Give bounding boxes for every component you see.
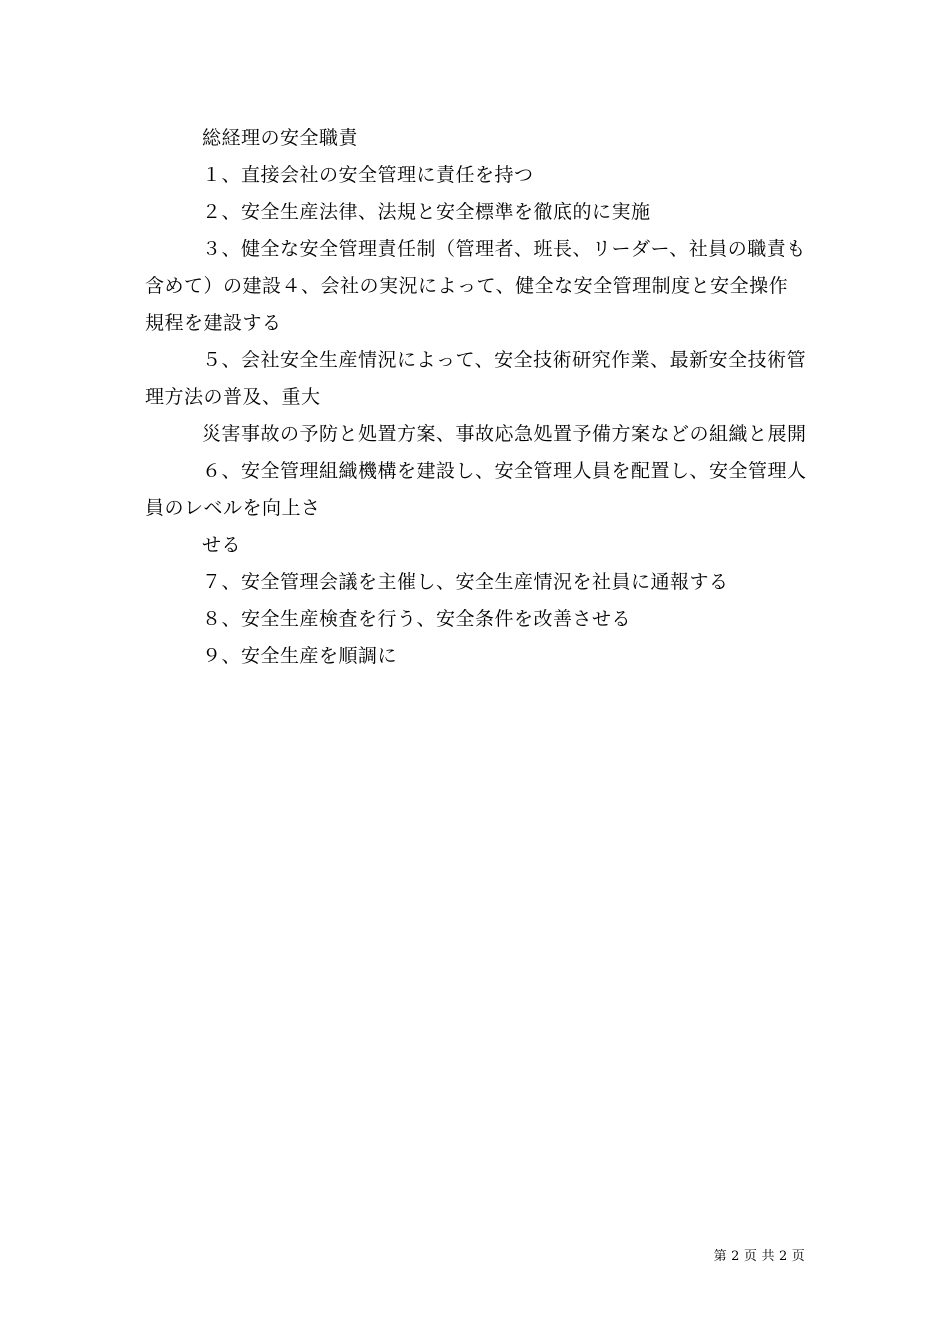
paragraph-item-2: ２、安全生産法律、法規と安全標準を徹底的に実施 — [202, 201, 651, 223]
page-number-footer: 第 2 页 共 2 页 — [713, 1249, 805, 1264]
paragraph-item-1: １、直接会社の安全管理に責任を持つ — [202, 164, 534, 186]
paragraph-item-6-continued: せる — [202, 534, 242, 556]
paragraph-item-8: ８、安全生産検査を行う、安全条件を改善させる — [202, 608, 632, 630]
paragraph-item-9: ９、安全生産を順調に — [202, 645, 398, 667]
document-body — [145, 120, 807, 675]
paragraph-item-6: ６、安全管理組織機構を建設し、安全管理人員を配置し、安全管理人員のレベルを向上さ — [145, 460, 807, 519]
paragraph-title: 総経理の安全職責 — [202, 127, 359, 149]
paragraph-item-7: ７、安全管理会議を主催し、安全生産情況を社員に通報する — [202, 571, 729, 593]
paragraph-item-3-4: ３、健全な安全管理責任制（管理者、班長、リーダー、社員の職責も含めて）の建設４、会社の実況によって、健全な安全管理制度と安全操作規程を建設する — [145, 238, 806, 334]
paragraph-item-5-continued: 災害事故の予防と処置方案、事故応急処置予備方案などの組織と展開 — [202, 423, 807, 445]
paragraph-item-5: ５、会社安全生産情況によって、安全技術研究作業、最新安全技術管理方法の普及、重大 — [145, 349, 807, 408]
